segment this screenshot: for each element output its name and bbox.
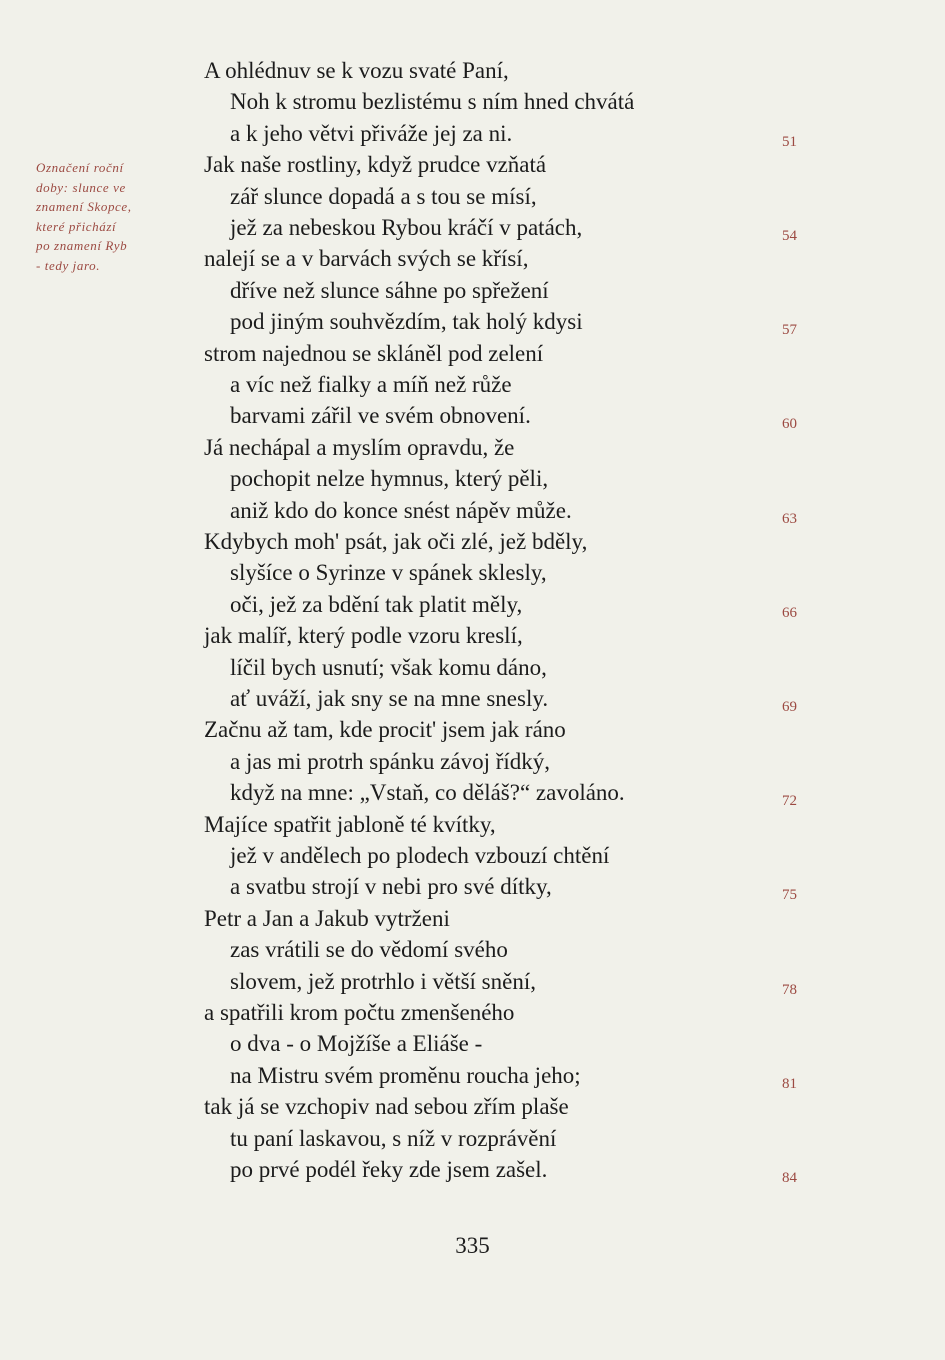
verse-line: barvami zářil ve svém obnovení. — [230, 403, 531, 429]
verse-line: Petr a Jan a Jakub vytrženi — [204, 905, 450, 931]
verse-line: strom najednou se skláněl pod zelení — [204, 340, 544, 366]
verse-line: tak já se vzchopiv nad sebou zřím plaše — [204, 1094, 569, 1120]
verse-line: Majíce spatřit jabloně té kvítky, — [204, 811, 496, 837]
verse-line: Kdybych moh' psát, jak oči zlé, jež bděly, — [204, 529, 588, 554]
margin-note-line: Označení roční — [36, 160, 124, 175]
line-number: 81 — [782, 1075, 797, 1092]
verse-line: jež v andělech po plodech vzbouzí chtění — [230, 843, 610, 868]
line-number: 54 — [782, 228, 797, 244]
page-number: 335 — [455, 1233, 490, 1258]
line-number: 72 — [782, 793, 797, 810]
verse-line: jak malíř, který podle vzoru kreslí, — [204, 623, 523, 649]
verse-line: o dva - o Mojžíše a Eliáše - — [230, 1031, 483, 1057]
margin-note-line: - tedy jaro. — [36, 257, 101, 273]
margin-note — [36, 158, 186, 275]
verse-line: jež za nebeskou Rybou kráčí v patách, — [230, 215, 583, 240]
verse-line: a svatbu strojí v nebi pro své dítky, — [230, 874, 552, 900]
verse-line: nalejí se a v barvách svých se křísí, — [204, 246, 529, 272]
verse-line: a spatřili krom počtu zmenšeného — [204, 1000, 515, 1025]
verse-line: slyšíce o Syrinze v spánek sklesly, — [230, 560, 547, 586]
line-number: 78 — [782, 981, 797, 998]
line-number: 63 — [782, 510, 797, 527]
verse-line: Já nechápal a myslím opravdu, že — [204, 434, 515, 460]
line-number: 75 — [782, 887, 797, 904]
margin-note-line: které přichází — [36, 218, 117, 234]
verse-line: a k jeho větvi přiváže jej za ni. — [230, 120, 513, 146]
verse-line: tu paní laskavou, s níž v rozprávění — [230, 1125, 557, 1151]
verse-line: na Mistru svém proměnu roucha jeho; — [230, 1062, 581, 1088]
line-number: 84 — [782, 1170, 797, 1186]
verse-line: Noh k stromu bezlistému s ním hned chvátá — [230, 89, 635, 115]
margin-note-line: znamení Skopce, — [36, 199, 132, 214]
verse-line: zář slunce dopadá a s tou se mísí, — [230, 183, 537, 209]
verse-line: Jak naše rostliny, když prudce vzňatá — [204, 152, 547, 178]
verse-line: zas vrátili se do vědomí svého — [230, 937, 508, 963]
verse-line: ať uváží, jak sny se na mne snesly. — [230, 686, 549, 711]
margin-note-line: doby: slunce ve — [36, 179, 126, 195]
verse-line: pochopit nelze hymnus, který pěli, — [230, 466, 549, 492]
verse-line: po prvé podél řeky zde jsem zašel. — [230, 1157, 548, 1182]
line-number: 66 — [782, 604, 797, 621]
verse-line: pod jiným souhvězdím, tak holý kdysi — [230, 309, 583, 335]
verse-line: A ohlédnuv se k vozu svaté Paní, — [204, 58, 509, 83]
verse-line: slovem, jež protrhlo i větší snění, — [230, 968, 536, 994]
line-number: 69 — [782, 699, 797, 715]
margin-note-line: po znamení Ryb — [36, 238, 128, 253]
verse-line: aniž kdo do konce snést nápěv může. — [230, 497, 572, 523]
line-number: 60 — [782, 416, 797, 433]
verse-line: oči, jež za bdění tak platit měly, — [230, 591, 523, 617]
verse-line: a víc než fialky a míň než růže — [230, 372, 512, 397]
line-number: 57 — [782, 322, 797, 339]
verse-line: Začnu až tam, kde procit' jsem jak ráno — [204, 717, 566, 743]
verse-line: když na mne: „Vstaň, co děláš?“ zavoláno. — [230, 780, 625, 806]
verse-line: a jas mi protrh spánku závoj řídký, — [230, 748, 551, 774]
verse-line: dříve než slunce sáhne po spřežení — [230, 277, 549, 303]
line-number: 51 — [782, 133, 797, 150]
verse-line: líčil bych usnutí; však komu dáno, — [230, 654, 547, 680]
